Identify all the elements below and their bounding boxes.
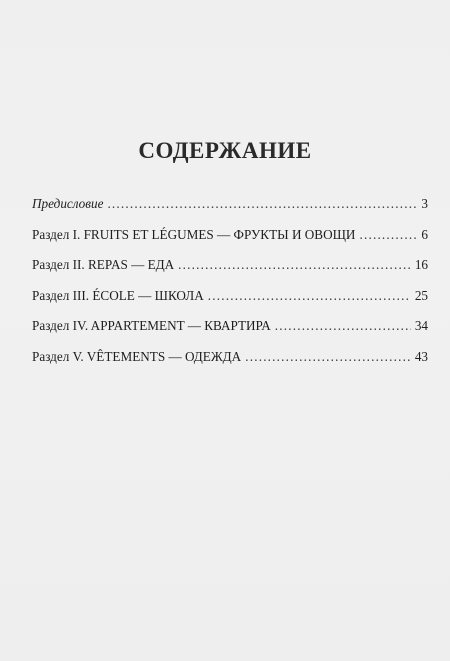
toc-entry-section-3[interactable] [32, 288, 428, 319]
toc-entry-section-2[interactable] [32, 257, 428, 288]
dot-leader [359, 227, 417, 243]
toc-entry-label: Раздел II. REPAS — ЕДА [32, 257, 175, 272]
dot-leader [208, 288, 411, 304]
toc-entry-label: Раздел I. FRUITS ET LÉGUMES — ФРУКТЫ И ОВОЩИ [32, 226, 356, 242]
toc-page-number: 43 [414, 348, 428, 364]
toc-entry-label: Раздел III. ÉCOLE — ШКОЛА [32, 287, 204, 303]
dot-leader [107, 196, 417, 212]
table-of-contents [32, 196, 428, 379]
dot-leader [275, 318, 411, 334]
toc-entry-section-5[interactable] [32, 349, 428, 380]
toc-entry-label: Раздел IV. APPARTEMENT — КВАРТИРА [32, 318, 271, 333]
toc-entry-label: Раздел V. VÊTEMENTS — ОДЕЖДА [32, 348, 242, 364]
toc-page-number: 16 [414, 257, 428, 272]
toc-entry-section-4[interactable] [32, 318, 428, 349]
toc-entry-section-1[interactable] [32, 227, 428, 258]
toc-page-number: 3 [421, 196, 428, 211]
page-title: СОДЕРЖАНИЕ [138, 138, 312, 163]
dot-leader [245, 349, 411, 365]
toc-page-number: 25 [414, 287, 428, 303]
toc-entry-label: Предисловие [32, 196, 104, 211]
dot-leader [178, 257, 411, 273]
toc-entry-preface[interactable] [32, 196, 428, 227]
toc-page-number: 34 [414, 318, 428, 333]
toc-page-number: 6 [421, 226, 428, 242]
